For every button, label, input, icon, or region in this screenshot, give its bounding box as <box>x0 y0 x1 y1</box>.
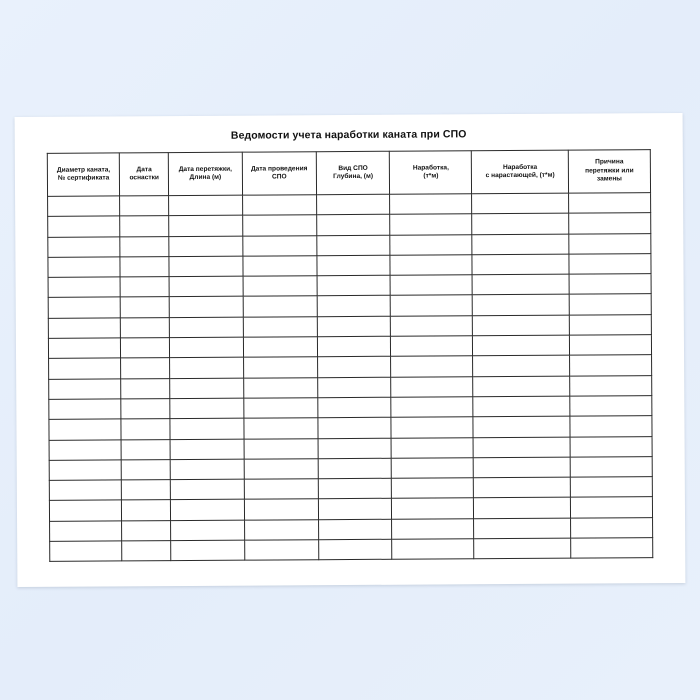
table-cell[interactable] <box>121 378 170 399</box>
column-header-line: Диаметр каната, <box>56 166 111 174</box>
column-header-line: Длина (м) <box>189 173 222 181</box>
table-cell[interactable] <box>244 459 318 480</box>
column-header-line: Вид СПО <box>338 164 368 172</box>
table-cell[interactable] <box>48 196 120 217</box>
table-cell[interactable] <box>317 336 391 357</box>
table-cell[interactable] <box>390 214 472 235</box>
table-cell[interactable] <box>50 521 122 542</box>
table-cell[interactable] <box>170 418 244 439</box>
table-cell[interactable] <box>171 520 245 541</box>
column-header-line: с нарастающей, (т*м) <box>485 171 555 180</box>
table-cell[interactable] <box>474 538 571 559</box>
table-cell[interactable] <box>473 335 570 356</box>
table-cell[interactable] <box>317 235 391 256</box>
column-header-line: Наработка <box>502 163 538 171</box>
table-cell[interactable] <box>243 276 317 297</box>
table-cell[interactable] <box>392 478 474 499</box>
table-cell[interactable] <box>48 338 120 359</box>
table-cell[interactable] <box>242 215 316 236</box>
table-cell[interactable] <box>390 194 472 215</box>
table-cell[interactable] <box>169 236 243 257</box>
table-cell[interactable] <box>121 317 170 338</box>
table-cell[interactable] <box>242 195 316 216</box>
column-header-line: замены <box>596 175 622 183</box>
table-cell[interactable] <box>243 316 317 337</box>
table-cell[interactable] <box>122 459 171 480</box>
table-cell[interactable] <box>392 437 474 458</box>
table-cell[interactable] <box>121 338 170 359</box>
column-header-line: Дата <box>136 165 152 173</box>
table-cell[interactable] <box>171 540 245 561</box>
table-cell[interactable] <box>472 213 569 234</box>
table-cell[interactable] <box>170 479 244 500</box>
table-cell[interactable] <box>48 236 120 257</box>
table-cell[interactable] <box>570 396 652 417</box>
table-cell[interactable] <box>318 438 392 459</box>
table-cell[interactable] <box>319 539 393 560</box>
table-cell[interactable] <box>48 297 120 318</box>
table-cell[interactable] <box>169 215 243 236</box>
table-cell[interactable] <box>391 316 473 337</box>
table-cell[interactable] <box>474 477 571 498</box>
table-cell[interactable] <box>317 316 391 337</box>
table-cell[interactable] <box>49 439 121 460</box>
column-header-line: Дата перетяжки, <box>178 165 233 173</box>
table-cell[interactable] <box>120 256 169 277</box>
table-cell[interactable] <box>243 377 317 398</box>
column-header-line: перетяжки или <box>585 167 634 175</box>
table-cell[interactable] <box>318 458 392 479</box>
table-cell[interactable] <box>391 275 473 296</box>
table-cell[interactable] <box>569 254 651 275</box>
column-header-spo-type-depth <box>316 151 390 194</box>
column-header-cumulative-usage <box>472 150 569 194</box>
table-cell[interactable] <box>244 398 318 419</box>
table-cell[interactable] <box>122 541 171 562</box>
table-cell[interactable] <box>243 296 317 317</box>
table-cell[interactable] <box>568 193 650 214</box>
table-cell[interactable] <box>318 397 392 418</box>
table-cell[interactable] <box>244 540 318 561</box>
table-cell[interactable] <box>243 235 317 256</box>
table-header <box>47 150 650 197</box>
table-cell[interactable] <box>570 477 652 498</box>
table-cell[interactable] <box>50 541 122 562</box>
table-cell[interactable] <box>317 357 391 378</box>
page-title: Ведомости учета наработки каната при СПО <box>230 128 467 142</box>
table-cell[interactable] <box>244 499 318 520</box>
table-cell[interactable] <box>244 479 318 500</box>
table-cell[interactable] <box>121 297 170 318</box>
table-cell[interactable] <box>49 500 121 521</box>
table-cell[interactable] <box>48 318 120 339</box>
column-header-reason <box>568 150 650 194</box>
table-cell[interactable] <box>474 457 571 478</box>
table-cell[interactable] <box>170 358 244 379</box>
table-cell[interactable] <box>170 337 244 358</box>
table-cell[interactable] <box>569 335 651 356</box>
table-cell[interactable] <box>571 538 653 559</box>
table-cell[interactable] <box>391 376 473 397</box>
table-cell[interactable] <box>121 358 170 379</box>
table-cell[interactable] <box>392 518 474 539</box>
table-cell[interactable] <box>243 256 317 277</box>
table-cell[interactable] <box>169 256 243 277</box>
table-cell[interactable] <box>570 497 652 518</box>
column-header-usage <box>390 151 472 195</box>
table-cell[interactable] <box>120 277 169 298</box>
table-cell[interactable] <box>121 419 170 440</box>
table-cell[interactable] <box>317 215 391 236</box>
table-cell[interactable] <box>122 500 171 521</box>
table-cell[interactable] <box>318 499 392 520</box>
table-cell[interactable] <box>318 519 392 540</box>
table-cell[interactable] <box>473 376 570 397</box>
table-cell[interactable] <box>317 275 391 296</box>
table-cell[interactable] <box>317 296 391 317</box>
table-cell[interactable] <box>316 194 390 215</box>
table-cell[interactable] <box>121 399 170 420</box>
table-cell[interactable] <box>170 398 244 419</box>
table-cell[interactable] <box>171 500 245 521</box>
table-cell[interactable] <box>122 480 171 501</box>
table-cell[interactable] <box>473 315 570 336</box>
table-cell[interactable] <box>244 519 318 540</box>
table-cell[interactable] <box>49 358 121 379</box>
table-cell[interactable] <box>49 480 121 501</box>
table-cell[interactable] <box>49 379 121 400</box>
table-cell[interactable] <box>169 297 243 318</box>
table-cell[interactable] <box>170 439 244 460</box>
table-cell[interactable] <box>48 216 120 237</box>
table-cell[interactable] <box>120 196 169 217</box>
table-cell[interactable] <box>473 416 570 437</box>
table-cell[interactable] <box>318 377 392 398</box>
table-cell[interactable] <box>391 417 473 438</box>
table-cell[interactable] <box>569 314 651 335</box>
table-cell[interactable] <box>391 356 473 377</box>
table-cell[interactable] <box>569 274 651 295</box>
table-cell[interactable] <box>392 539 474 560</box>
column-header-rigging-date <box>120 153 169 196</box>
table-cell[interactable] <box>170 459 244 480</box>
column-header-line: Глубина, (м) <box>333 172 374 181</box>
table-cell[interactable] <box>570 436 652 457</box>
document-sheet <box>15 113 686 587</box>
column-header-line: Наработка, <box>412 163 449 172</box>
column-header-line: Дата проведения <box>250 164 308 173</box>
table-cell[interactable] <box>120 216 169 237</box>
table-cell[interactable] <box>570 375 652 396</box>
table-cell[interactable] <box>391 336 473 357</box>
table-cell[interactable] <box>391 397 473 418</box>
table-cell[interactable] <box>244 418 318 439</box>
rope-usage-ledger-table <box>47 149 653 562</box>
table-cell[interactable] <box>48 277 120 298</box>
table-cell[interactable] <box>49 399 121 420</box>
column-header-line: (т*м) <box>423 172 439 180</box>
table-cell[interactable] <box>569 294 651 315</box>
column-header-line: Причина <box>595 158 624 166</box>
table-cell[interactable] <box>169 317 243 338</box>
table-cell[interactable] <box>473 274 570 295</box>
table-cell[interactable] <box>49 419 121 440</box>
table-cell[interactable] <box>121 439 170 460</box>
document-content <box>47 127 654 562</box>
table-cell[interactable] <box>474 518 571 539</box>
column-header-spo-date <box>242 152 316 195</box>
table-cell[interactable] <box>570 416 652 437</box>
table-cell[interactable] <box>392 498 474 519</box>
table-cell[interactable] <box>472 234 569 255</box>
table-cell[interactable] <box>569 233 651 254</box>
table-cell[interactable] <box>569 213 651 234</box>
table-row <box>50 538 653 562</box>
table-cell[interactable] <box>244 438 318 459</box>
column-header-rope-diameter <box>47 153 120 196</box>
table-cell[interactable] <box>169 276 243 297</box>
table-cell[interactable] <box>317 255 391 276</box>
table-cell[interactable] <box>120 236 169 257</box>
table-cell[interactable] <box>569 355 651 376</box>
table-cell[interactable] <box>473 356 570 377</box>
column-header-line: СПО <box>271 173 287 181</box>
table-cell[interactable] <box>570 457 652 478</box>
table-header-row <box>47 150 650 197</box>
table-cell[interactable] <box>474 437 571 458</box>
table-cell[interactable] <box>473 295 570 316</box>
table-cell[interactable] <box>392 458 474 479</box>
table-cell[interactable] <box>390 234 472 255</box>
table-cell[interactable] <box>318 478 392 499</box>
table-cell[interactable] <box>170 378 244 399</box>
table-cell[interactable] <box>169 195 243 216</box>
table-body <box>48 193 653 562</box>
table-cell[interactable] <box>570 517 652 538</box>
table-cell[interactable] <box>472 254 569 275</box>
table-cell[interactable] <box>49 460 121 481</box>
column-header-line: № сертификата <box>57 174 110 182</box>
table-cell[interactable] <box>243 357 317 378</box>
table-cell[interactable] <box>48 257 120 278</box>
table-cell[interactable] <box>391 295 473 316</box>
table-cell[interactable] <box>122 520 171 541</box>
table-cell[interactable] <box>318 418 392 439</box>
table-cell[interactable] <box>474 498 571 519</box>
table-cell[interactable] <box>472 193 569 214</box>
table-cell[interactable] <box>473 396 570 417</box>
column-header-retension-date-length <box>168 152 242 195</box>
table-cell[interactable] <box>390 255 472 276</box>
column-header-line: оснастки <box>129 174 159 182</box>
table-cell[interactable] <box>243 337 317 358</box>
